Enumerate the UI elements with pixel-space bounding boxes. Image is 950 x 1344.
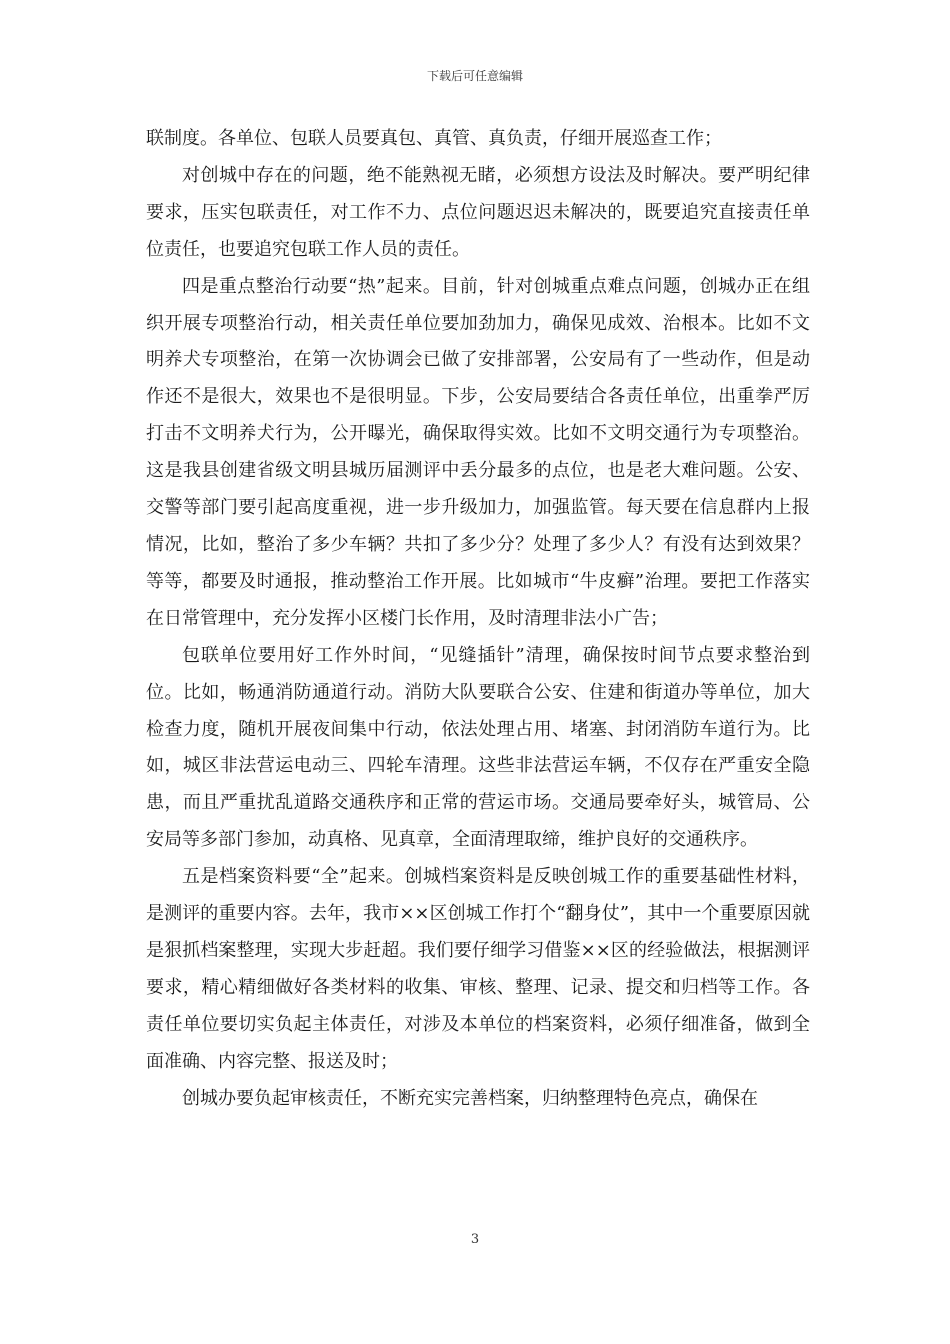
paragraph: 联制度。各单位、包联人员要真包、真管、真负责，仔细开展巡查工作； <box>146 128 722 149</box>
page-number: 3 <box>470 1232 480 1247</box>
paragraph: 创城办要负起审核责任，不断充实完善档案，归纳整理特色亮点，确保在 <box>182 1087 758 1109</box>
page-header: 下载后可任意编辑 <box>426 69 523 83</box>
document-body <box>146 121 810 1117</box>
paragraph: 包联单位要用好工作外时间，“见缝插针”清理，确保按时间节点要求整治到位。比如，畅通消防通道行动。消防大队要联合公安、住建和街道办等单位，加大检查力度，随机开展夜间集中行动，依法处理占用、堵塞、封闭消防车道行为。比如，城区非法营运电动三、四轮车清理。这些非法营运车辆，不仅存在严重安全隐患，而且严重扰乱道路交通秩序和正常的营运市场。交通局要牵好头，城管局、公安局等多部门参加，动真格、见真章，全面清理取缔，维护良好的交通秩序。 <box>146 644 810 851</box>
paragraph: 对创城中存在的问题，绝不能熟视无睹，必须想方设法及时解决。要严明纪律要求，压实包联责任，对工作不力、点位问题迟迟未解决的，既要追究直接责任单位责任，也要追究包联工作人员的责任。 <box>146 164 810 260</box>
paragraph: 五是档案资料要“全”起来。创城档案资料是反映创城工作的重要基础性材料，是测评的重要内容。去年，我市××区创城工作打个“翻身仗”，其中一个重要原因就是狠抓档案整理，实现大步赶超。我们要仔细学习借鉴××区的经验做法，根据测评要求，精心精细做好各类材料的收集、审核、整理、记录、提交和归档等工作。各责任单位要切实负起主体责任，对涉及本单位的档案资料，必须仔细准备，做到全面准确、内容完整、报送及时； <box>146 866 810 1072</box>
paragraph: 四是重点整治行动要“热”起来。目前，针对创城重点难点问题，创城办正在组织开展专项整治行动，相关责任单位要加劲加力，确保见成效、治根本。比如不文明养犬专项整治，在第一次协调会已做了安排部署，公安局有了一些动作，但是动作还不是很大，效果也不是很明显。下步，公安局要结合各责任单位，出重拳严厉打击不文明养犬行为，公开曝光，确保取得实效。比如不文明交通行为专项整治。这是我县创建省级文明县城历届测评中丢分最多的点位，也是老大难问题。公安、交警等部门要引起高度重视，进一步升级加力，加强监管。每天要在信息群内上报情况，比如，整治了多少车辆？共扣了多少分？处理了多少人？有没有达到效果？等等，都要及时通报，推动整治工作开展。比如城市“牛皮癣”治理。要把工作落实在日常管理中，充分发挥小区楼门长作用，及时清理非法小广告； <box>146 275 810 629</box>
